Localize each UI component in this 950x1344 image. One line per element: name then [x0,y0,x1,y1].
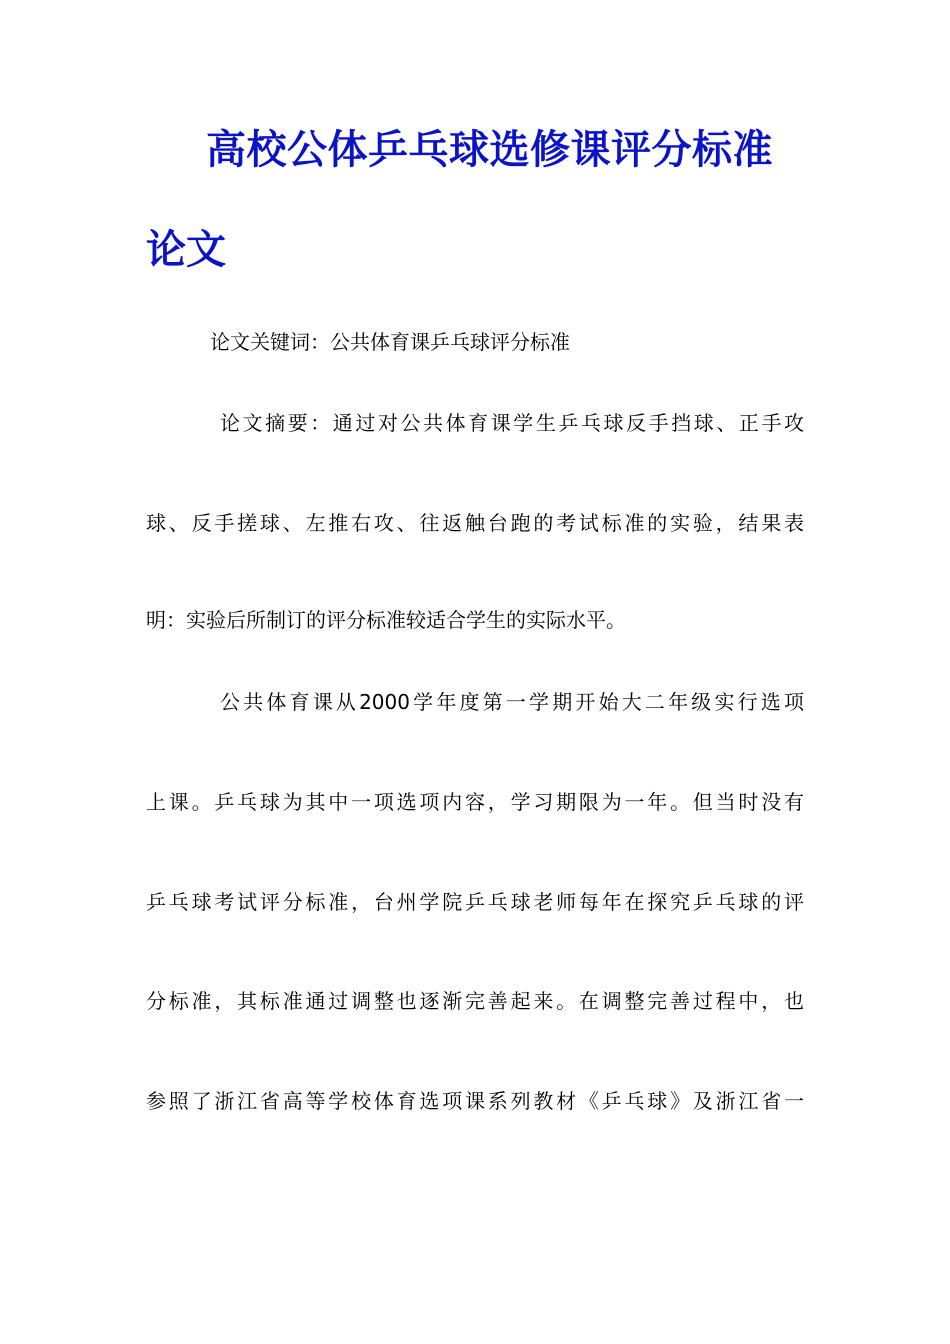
body-line: 乒乓球考试评分标准，台州学院乒乓球老师每年在探究乒乓球的评 [146,890,804,914]
body-line: 上课。乒乓球为其中一项选项内容，学习期限为一年。但当时没有 [146,790,804,814]
abstract-line: 论文摘要：通过对公共体育课学生乒乓球反手挡球、正手攻 [220,411,804,435]
abstract-line: 球、反手搓球、左推右攻、往返触台跑的考试标准的实验，结果表 [146,511,804,535]
body-line: 参照了浙江省高等学校体育选项课系列教材《乒乓球》及浙江省一 [146,1089,804,1113]
keywords-line: 论文关键词：公共体育课乒乓球评分标准 [210,330,570,354]
body-line: 公共体育课从2000学年度第一学期开始大二年级实行选项 [220,690,804,714]
document-title-line-1: 高校公体乒乓球选修课评分标准 [206,126,773,173]
abstract-line: 明：实验后所制订的评分标准较适合学生的实际水平。 [146,608,626,632]
document-title-line-2: 论文 [146,226,226,273]
body-line: 分标准，其标准通过调整也逐渐完善起来。在调整完善过程中，也 [146,989,804,1013]
